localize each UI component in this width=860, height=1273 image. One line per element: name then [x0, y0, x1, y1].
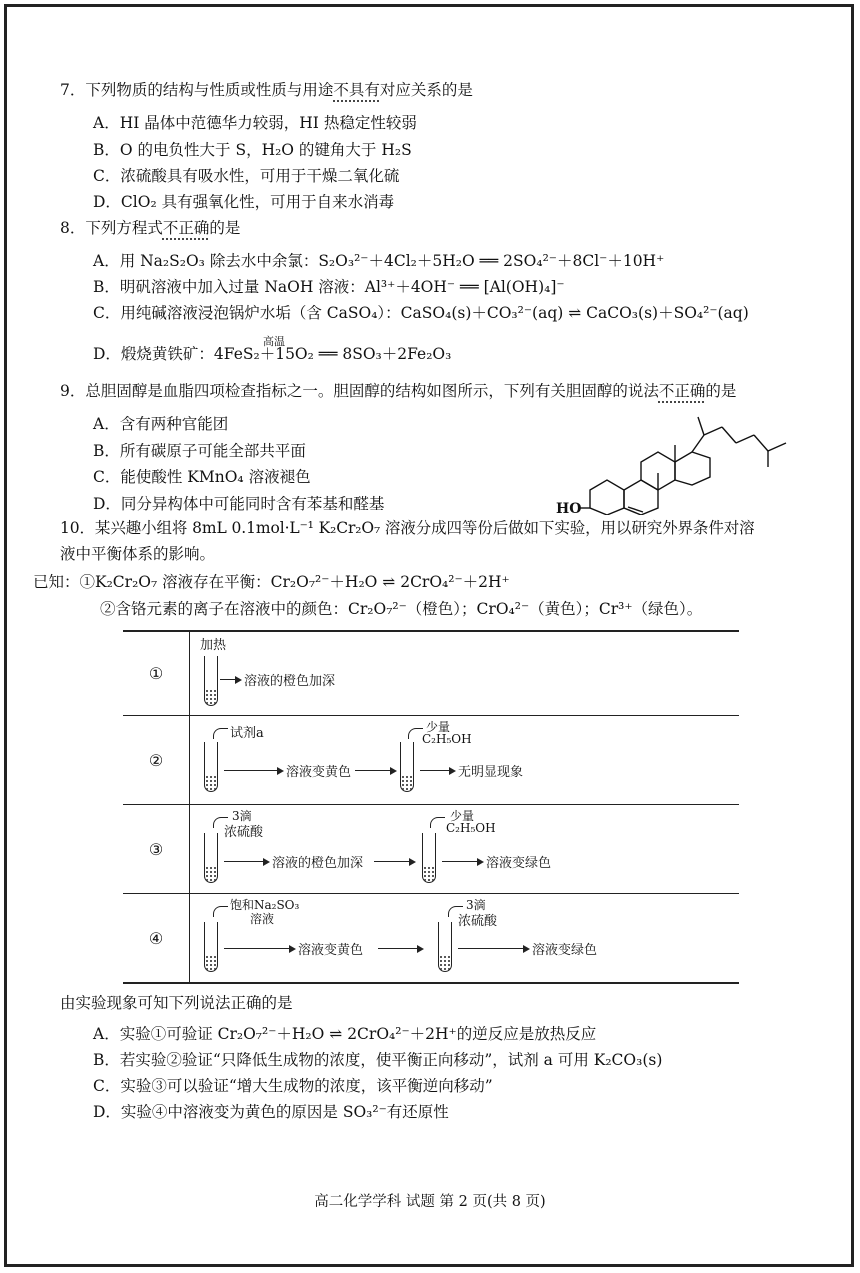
arrow	[224, 861, 268, 862]
observation-text: 无明显现象	[458, 765, 524, 780]
known-condition-2: ②含铬元素的离子在溶液中的颜色：Cr₂O₇²⁻（橙色）；CrO₄²⁻（黄色）；Cr³⁺（绿色）。	[100, 600, 703, 618]
arrow	[420, 770, 454, 771]
q10-option-b: B．若实验②验证“只降低生成物的浓度，使平衡正向移动”，试剂 a 可用 K₂CO₃(s)	[93, 1051, 663, 1069]
experiment-number: ②	[123, 716, 190, 805]
arrow	[224, 948, 294, 949]
arrow	[224, 770, 282, 771]
experiment-label: 加热	[200, 638, 227, 653]
q9-option-c: C．能使酸性 KMnO₄ 溶液褪色	[93, 468, 311, 486]
observation-text: 溶液变黄色	[286, 765, 352, 780]
q7-option-b: B．O 的电负性大于 S，H₂O 的键角大于 H₂S	[93, 141, 412, 159]
experiment-number: ③	[123, 805, 190, 894]
experiment-number: ④	[123, 894, 190, 984]
arrow	[220, 679, 240, 680]
q8-option-c: C．用纯碱溶液浸泡锅炉水垢（含 CaSO₄）：CaSO₄(s)＋CO₃²⁻(aq) ⇌ CaCO₃(s)＋SO₄²⁻(aq)	[93, 304, 749, 322]
reagent-drop-arrow	[408, 728, 423, 739]
q9-option-a: A．含有两种官能团	[93, 415, 229, 433]
question-8-stem: 8．下列方程式不正确的是	[60, 219, 241, 237]
experiment-number: ①	[123, 631, 190, 716]
reagent-label: 少量	[426, 720, 451, 734]
q10-option-a: A．实验①可验证 Cr₂O₇²⁻＋H₂O ⇌ 2CrO₄²⁻＋2H⁺的逆反应是放热反应	[93, 1025, 597, 1043]
q7-option-d: D．ClO₂ 具有强氧化性，可用于自来水消毒	[93, 193, 395, 211]
q10-option-d: D．实验④中溶液变为黄色的原因是 SO₃²⁻有还原性	[93, 1103, 449, 1121]
observation-text: 溶液变黄色	[298, 943, 364, 958]
arrow	[442, 861, 482, 862]
arrow	[355, 770, 395, 771]
observation-text: 溶液的橙色加深	[272, 856, 364, 871]
experiment-table	[123, 630, 739, 984]
reagent-drop-arrow	[213, 906, 228, 917]
test-tube	[204, 833, 218, 883]
q9-option-d: D．同分异构体中可能同时含有苯基和醛基	[93, 495, 385, 513]
known-condition-1: 已知：①K₂Cr₂O₇ 溶液存在平衡：Cr₂O₇²⁻＋H₂O ⇌ 2CrO₄²⁻＋2H⁺	[33, 573, 510, 591]
reagent-drop-arrow	[430, 817, 445, 828]
question-10-stem-cont: 液中平衡体系的影响。	[60, 545, 216, 563]
arrow	[374, 861, 414, 862]
emphasis-text: 不具有	[333, 81, 380, 99]
question-9-stem: 9．总胆固醇是血脂四项检查指标之一。胆固醇的结构如图所示，下列有关胆固醇的说法不正确的是	[60, 382, 737, 400]
q8-option-a: A．用 Na₂S₂O₃ 除去水中余氯：S₂O₃²⁻＋4Cl₂＋5H₂O ══ 2SO₄²⁻＋8Cl⁻＋10H⁺	[93, 252, 665, 270]
q7-option-c: C．浓硫酸具有吸水性，可用于干燥二氧化硫	[93, 167, 400, 185]
test-tube	[422, 833, 436, 883]
observation-text: 溶液变绿色	[486, 856, 552, 871]
test-tube	[438, 922, 452, 972]
reagent-drop-arrow	[213, 728, 228, 739]
emphasis-text: 不正确	[162, 219, 210, 237]
reagent-label: 少量	[450, 809, 475, 823]
reagent-label: 3滴	[232, 809, 252, 823]
observation-text: 溶液的橙色加深	[244, 674, 336, 689]
q8-option-b: B．明矾溶液中加入过量 NaOH 溶液：Al³⁺＋4OH⁻ ══ [Al(OH)₄]⁻	[93, 278, 565, 296]
reagent-label: C₂H₅OH	[446, 821, 496, 835]
experiment-row-2	[123, 716, 739, 805]
test-tube	[204, 922, 218, 972]
reagent-label: C₂H₅OH	[422, 732, 472, 746]
q7-option-a: A．HI 晶体中范德华力较弱，HI 热稳定性较弱	[93, 114, 417, 132]
q8-option-d: D．煅烧黄铁矿：4FeS₂＋15O₂ ══ 8SO₃＋2Fe₂O₃	[93, 345, 452, 363]
test-tube	[204, 742, 218, 792]
reagent-label: 饱和Na₂SO₃	[230, 898, 300, 912]
test-tube	[204, 656, 218, 706]
experiment-row-1	[123, 631, 739, 716]
reagent-label: 3滴	[466, 898, 486, 912]
hydroxyl-label: HO	[556, 501, 582, 515]
question-10-stem: 10．某兴趣小组将 8mL 0.1mol·L⁻¹ K₂Cr₂O₇ 溶液分成四等份后做如下实验，用以研究外界条件对溶	[60, 519, 755, 537]
experiment-row-3	[123, 805, 739, 894]
q10-option-c: C．实验③可以验证“增大生成物的浓度，该平衡逆向移动”	[93, 1077, 493, 1095]
emphasis-text: 不正确	[658, 382, 706, 400]
q9-option-b: B．所有碳原子可能全部共平面	[93, 442, 306, 460]
page-footer: 高二化学学科 试题 第 2 页(共 8 页)	[314, 1194, 546, 1210]
test-tube	[400, 742, 414, 792]
observation-text: 溶液变绿色	[532, 943, 598, 958]
reagent-label: 浓硫酸	[224, 825, 264, 840]
reaction-condition: 高温	[263, 335, 285, 348]
experiment-row-4	[123, 894, 739, 984]
reagent-label: 浓硫酸	[458, 914, 498, 929]
arrow	[378, 948, 422, 949]
question-7-stem: 7．下列物质的结构与性质或性质与用途不具有对应关系的是	[60, 81, 473, 99]
cholesterol-structure-diagram	[550, 405, 800, 515]
reagent-label: 溶液	[250, 912, 275, 926]
arrow	[458, 948, 528, 949]
reagent-label: 试剂a	[230, 726, 264, 741]
question-10-lead: 由实验现象可知下列说法正确的是	[60, 994, 293, 1012]
